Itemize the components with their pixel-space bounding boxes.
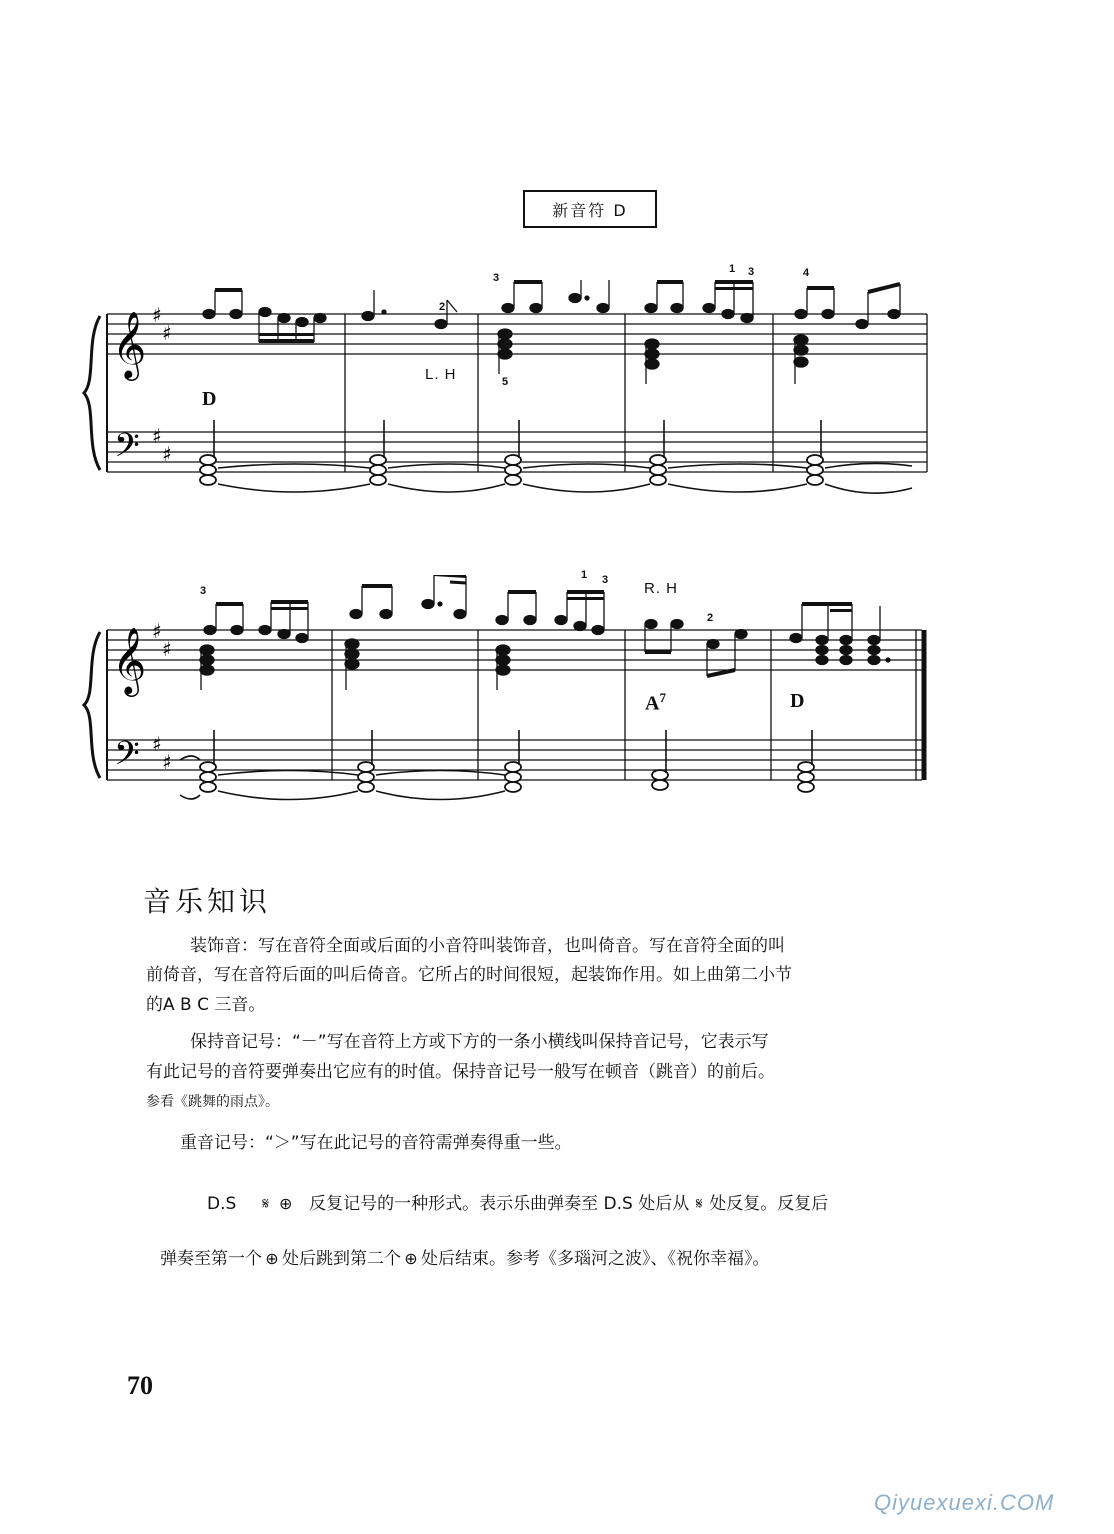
sharp-icon: ♯: [162, 321, 172, 345]
text-line: 有此记号的音符要弹奏出它应有的时值。保持音记号一般写在顿音（跳音）的前后。: [146, 1062, 775, 1082]
bass-clef-icon: 𝄢: [114, 735, 140, 781]
text-line: 参看《跳舞的雨点》。: [146, 1094, 279, 1110]
coda-icon: ⊕: [279, 1194, 293, 1213]
bass-clef-icon: 𝄢: [114, 427, 140, 473]
fingering-number: 2: [439, 301, 446, 313]
fingering-number: 3: [602, 574, 609, 586]
right-hand-label: R. H: [644, 580, 678, 597]
page-number: 70: [127, 1371, 153, 1400]
score-system-1: [0, 280, 1114, 510]
text-line: 保持音记号：“－”写在音符上方或下方的一条小横线叫保持音记号，它表示写: [190, 1032, 769, 1052]
text-line: D.S 𝄋 ⊕ 反复记号的一种形式。表示乐曲弹奏至 D.S 处后从 𝄋 处反复。反复后: [207, 1190, 828, 1218]
fingering-number: 2: [707, 612, 714, 624]
fingering-number: 3: [200, 585, 207, 597]
fingering-number: 4: [803, 267, 810, 279]
segno-icon: 𝄋: [262, 1194, 270, 1213]
new-note-callout: 新音符 D: [523, 190, 657, 228]
chord-symbol: D: [790, 690, 805, 712]
fingering-number: 5: [502, 376, 509, 388]
treble-clef-icon: 𝄞: [112, 626, 147, 694]
sharp-icon: ♯: [162, 750, 172, 774]
fingering-number: 1: [581, 569, 588, 581]
section-title: 音乐知识: [143, 885, 272, 918]
segno-icon: 𝄋: [695, 1194, 703, 1213]
sharp-icon: ♯: [152, 303, 162, 327]
fingering-number: 3: [493, 272, 500, 284]
text-line: 重音记号：“＞”写在此记号的音符需弹奏得重一些。: [180, 1133, 572, 1153]
brace-icon: [84, 632, 100, 778]
chord-symbol: D: [202, 388, 217, 410]
bass-chords: [200, 455, 823, 485]
sharp-icon: ♯: [152, 732, 162, 756]
text-line: 的A B C 三音。: [146, 995, 266, 1015]
ds-label: D.S: [207, 1194, 237, 1214]
score-system-2: [0, 575, 1114, 810]
brace-icon: [84, 316, 100, 470]
text-line: 前倚音，写在音符后面的叫后倚音。它所占的时间很短，起装饰作用。如上曲第二小节: [146, 965, 792, 985]
sharp-icon: ♯: [152, 619, 162, 643]
sharp-icon: ♯: [162, 637, 172, 661]
chord-symbol: $A^7$: [645, 690, 666, 715]
text-line: 弹奏至第一个 ⊕ 处后跳到第二个 ⊕ 处后结束。参考《多瑙河之波》、《祝你幸福》。: [160, 1245, 770, 1273]
text-line: 装饰音：写在音符全面或后面的小音符叫装饰音，也叫倚音。写在音符全面的叫: [190, 936, 785, 956]
sharp-icon: ♯: [152, 424, 162, 448]
watermark: Qiyuexuexi.COM: [874, 1490, 1055, 1515]
fingering-number: 3: [748, 266, 755, 278]
treble-clef-icon: 𝄞: [112, 310, 147, 378]
fingering-number: 1: [729, 263, 736, 275]
coda-icon: ⊕: [404, 1249, 418, 1268]
left-hand-label: L. H: [425, 366, 457, 383]
sharp-icon: ♯: [162, 442, 172, 466]
coda-icon: ⊕: [265, 1249, 279, 1268]
